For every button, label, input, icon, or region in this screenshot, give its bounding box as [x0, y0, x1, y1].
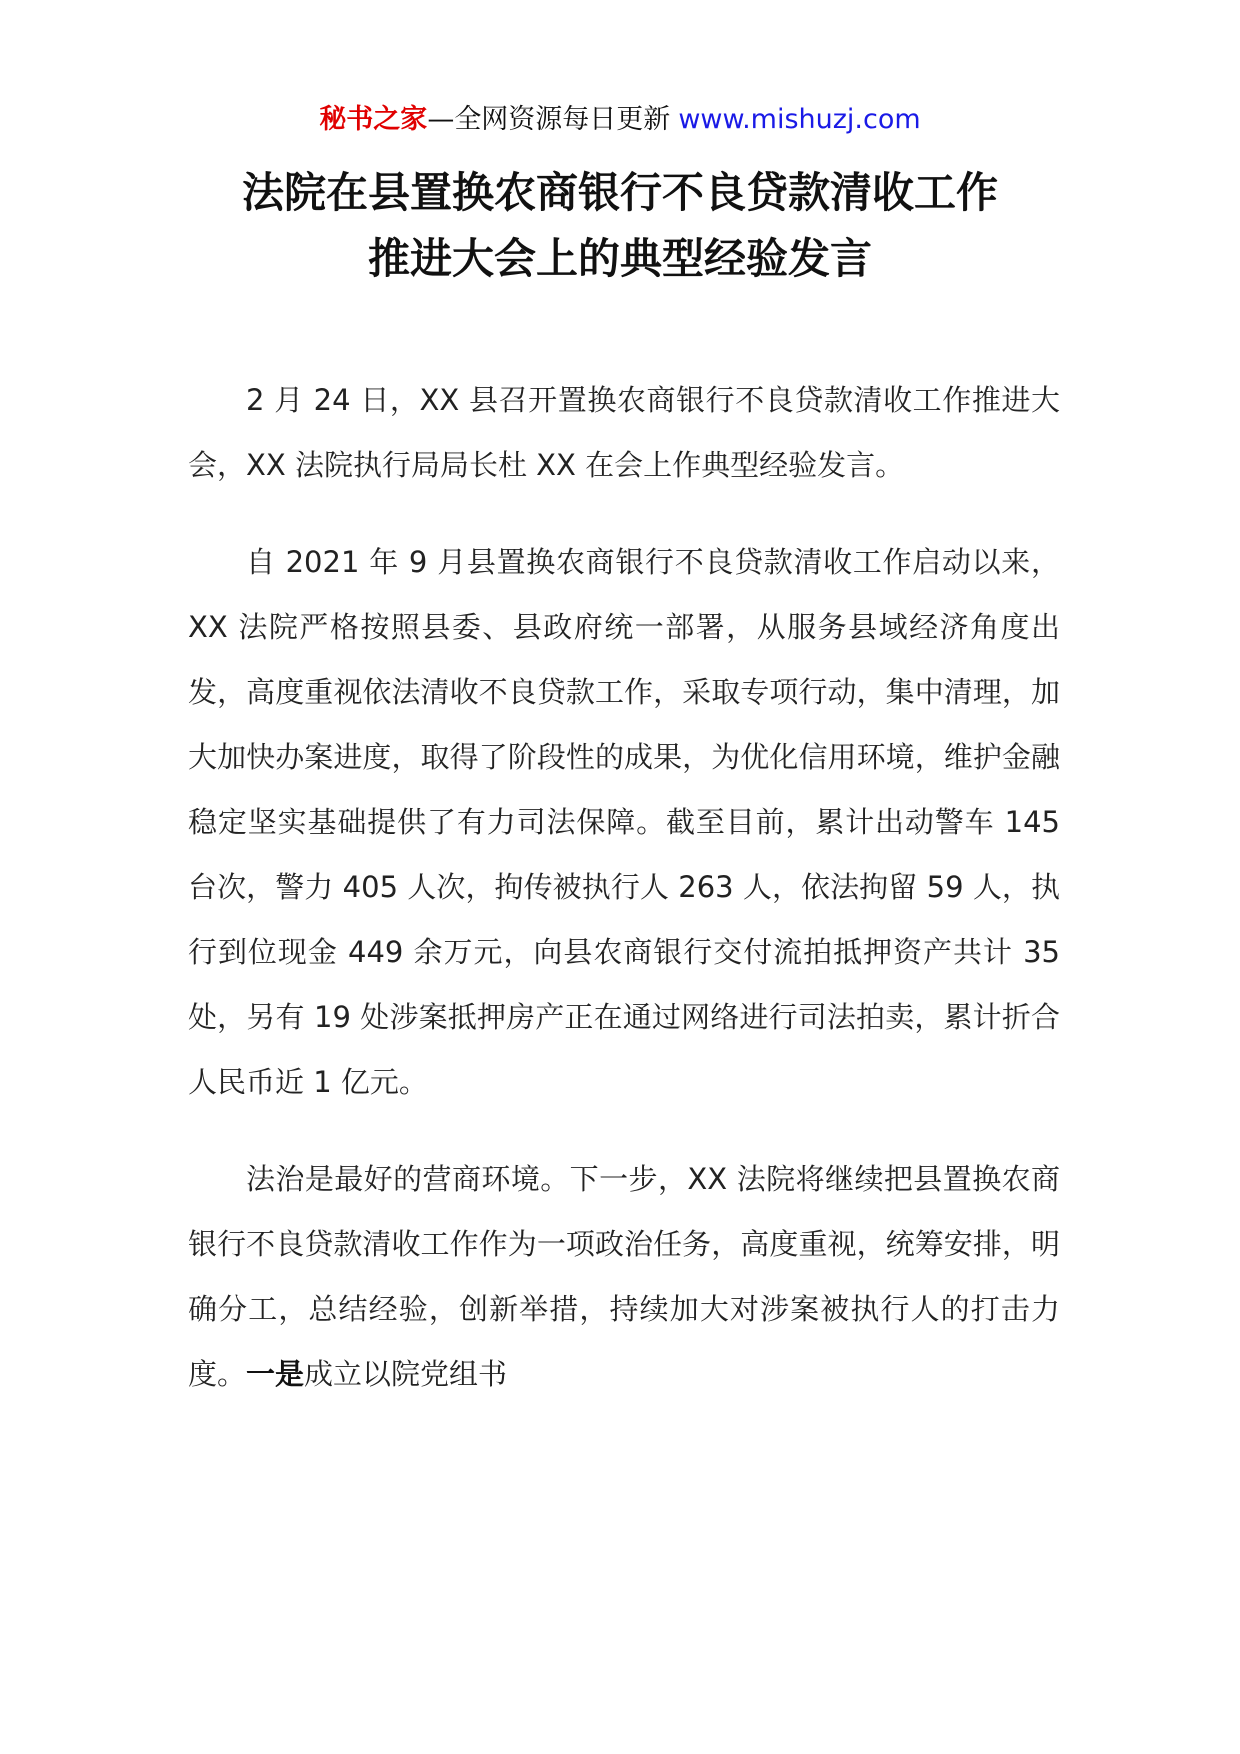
paragraph-intro: 2 月 24 日，XX 县召开置换农商银行不良贷款清收工作推进大会，XX 法院执行局局长杜 XX 在会上作典型经验发言。: [188, 383, 1060, 482]
document-title-line-2: 推进大会上的典型经验发言: [367, 234, 872, 283]
site-tagline: —全网资源每日更新: [427, 104, 671, 135]
site-brand: 秘书之家: [319, 104, 428, 135]
paragraph-next-steps-tail: 成立以院党组书: [304, 1357, 508, 1391]
site-header: [0, 100, 1240, 140]
paragraph-next-steps: [188, 1147, 1060, 1407]
document-body: [188, 368, 1060, 1439]
paragraph-results: 自 2021 年 9 月县置换农商银行不良贷款清收工作启动以来，XX 法院严格按照县委、县政府统一部署，从服务县域经济角度出发，高度重视依法清收不良贷款工作，采取专项行动，集中清理，加大加快办案进度，取得了阶段性的成果，为优化信用环境，维护金融稳定坚实基础提供了有力司法保障。截至目前，累计出动警车 145 台次，警力 405 人次，拘传被执行人 263 人，依法拘留 59 人，执行到位现金 449 余万元，向县农商银行交付流拍抵押资产共计 35 处，另有 19 处涉案抵押房产正在通过网络进行司法拍卖，累计折合人民币近 1 亿元。: [188, 545, 1060, 1099]
site-url-link[interactable]: www.mishuzj.com: [678, 104, 921, 135]
document-title: [100, 160, 1140, 292]
document-title-line-1: 法院在县置换农商银行不良贷款清收工作: [241, 168, 998, 217]
paragraph-next-steps-bold: 一是: [246, 1357, 305, 1391]
paragraph-next-steps-main: 法治是最好的营商环境。下一步，XX 法院将继续把县置换农商银行不良贷款清收工作作为一项政治任务，高度重视，统筹安排，明确分工，总结经验，创新举措，持续加大对涉案被执行人的打击力度。: [188, 1162, 1060, 1391]
